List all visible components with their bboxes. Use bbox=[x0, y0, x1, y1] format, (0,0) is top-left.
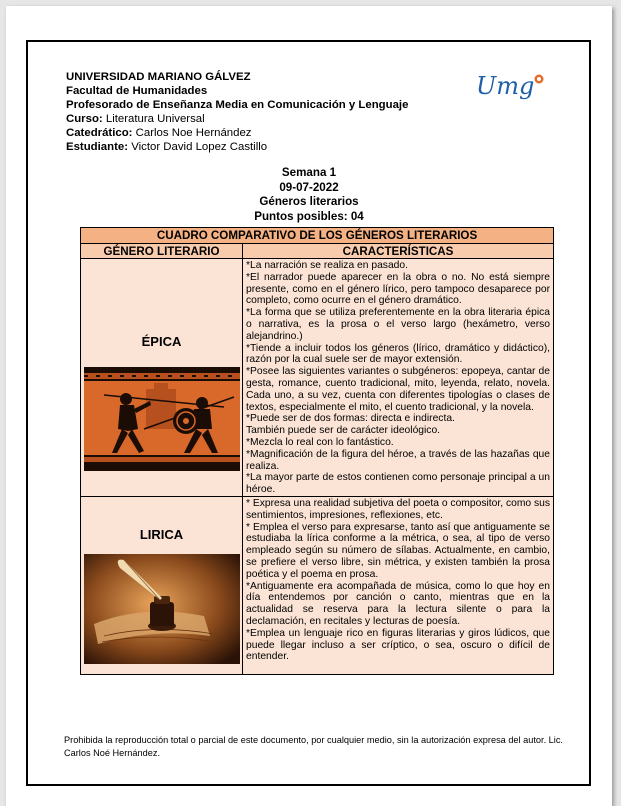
column-header-characteristics: CARACTERÍSTICAS bbox=[243, 244, 554, 259]
lirica-point: *Antiguamente era acompañada de música, como lo que hoy en día entendemos por canción o canto, mientras que en la actualidad se reserva para la lectura silente o para la declamación, en recitales y lecturas de poesía. bbox=[246, 580, 551, 627]
column-header-genre: GÉNERO LITERARIO bbox=[81, 244, 243, 259]
assignment-topic: Géneros literarios bbox=[259, 195, 359, 208]
assignment-info bbox=[6, 166, 612, 224]
epica-point: *Puede ser de dos formas: directa e indirecta. bbox=[246, 413, 455, 425]
course-label: Curso: bbox=[66, 113, 103, 125]
professor-label: Catedrático: bbox=[66, 127, 133, 139]
genre-name-lirica: LIRICA bbox=[139, 526, 184, 542]
student-label: Estudiante: bbox=[66, 141, 129, 153]
lirica-point: * Emplea el verso para expresarse, tanto así que antiguamente se estudiaba la lírica conforme a la métrica, o sea, al tipo de verso empleado según su número de sílabas. Actualmente, en cambio, se prefiere el verso libre, sin métrica, y existen también la prosa poética y el poema en prosa. bbox=[246, 521, 551, 580]
document-page bbox=[6, 6, 612, 806]
lirica-point: * Expresa una realidad subjetiva del poeta o compositor, como sus sentimientos, impresiones, reflexiones, etc. bbox=[246, 497, 551, 521]
table-row-lirica bbox=[81, 496, 554, 674]
table-title: CUADRO COMPARATIVO DE LOS GÉNEROS LITERARIOS bbox=[81, 228, 554, 244]
program-name: Profesorado de Enseñanza Media en Comunicación y Lenguaje bbox=[66, 99, 409, 111]
epica-point: *Mezcla lo real con lo fantástico. bbox=[246, 436, 394, 448]
epica-point: *La narración se realiza en pasado. bbox=[246, 260, 408, 271]
characteristics-cell-lirica bbox=[243, 496, 554, 674]
epica-point: *El narrador puede aparecer en la obra o no. No está siempre presente, como en el género lírico, pero tampoco desaparece por completo, como ocurre en el género dramático. bbox=[246, 271, 551, 307]
epica-point: *La mayor parte de estos contienen como personaje principal a un héroe. bbox=[246, 472, 551, 496]
epica-point: *Tiende a incluir todos los géneros (lírico, dramático y didáctico), razón por la cual suele ser de mayor extensión. bbox=[246, 342, 551, 366]
umg-logo bbox=[476, 68, 546, 102]
student-value: Victor David Lopez Castillo bbox=[131, 141, 268, 153]
logo-text: Umg bbox=[476, 72, 535, 100]
characteristics-cell-epica bbox=[243, 259, 554, 497]
copyright-notice: Prohibida la reproducción total o parcial de este documento, por cualquier medio, sin la autorización expresa del autor. Lic. Carlos Noé Hernández. bbox=[64, 735, 563, 758]
epica-point: *Magnificación de la figura del héroe, a través de las hazañas que realiza. bbox=[246, 448, 551, 472]
faculty-name: Facultad de Humanidades bbox=[66, 85, 208, 97]
epica-point: *Posee las siguientes variantes o subgéneros: epopeya, cantar de gesta, romance, cuento tradicional, mito, leyenda, relato, novela. Cada uno, a su vez, cuenta con diferentes tipologías o clases de textos, especialmente el mito, el cuento tradicional, y la novela. bbox=[246, 366, 551, 413]
genre-cell-lirica bbox=[81, 496, 243, 674]
lirica-point: *Emplea un lenguaje rico en figuras literarias y giros lúdicos, que puede llegar incluso a ser críptico, o sea, oscuro o difícil de entender. bbox=[246, 627, 551, 663]
professor-value: Carlos Noe Hernández bbox=[135, 127, 252, 139]
week-number: Semana 1 bbox=[281, 166, 337, 179]
table-row-epica bbox=[81, 259, 554, 497]
assignment-points: Puntos posibles: 04 bbox=[254, 209, 364, 223]
greek-vase-warriors-image bbox=[84, 367, 240, 471]
comparison-table bbox=[80, 227, 554, 675]
epica-point: *La forma que se utiliza preferentemente en la obra literaria épica o narrativa, es la prosa o el verso largo (hexámetro, verso alejandrino.) bbox=[246, 307, 551, 342]
document-header bbox=[66, 70, 408, 154]
assignment-date: 09-07-2022 bbox=[279, 180, 339, 194]
quill-inkwell-image bbox=[84, 554, 240, 664]
genre-cell-epica bbox=[81, 259, 243, 497]
course-value: Literatura Universal bbox=[105, 113, 205, 125]
university-name: UNIVERSIDAD MARIANO GÁLVEZ bbox=[66, 71, 251, 83]
genre-name-epica: ÉPICA bbox=[141, 334, 182, 349]
epica-point: También puede ser de carácter ideológico. bbox=[246, 425, 441, 437]
